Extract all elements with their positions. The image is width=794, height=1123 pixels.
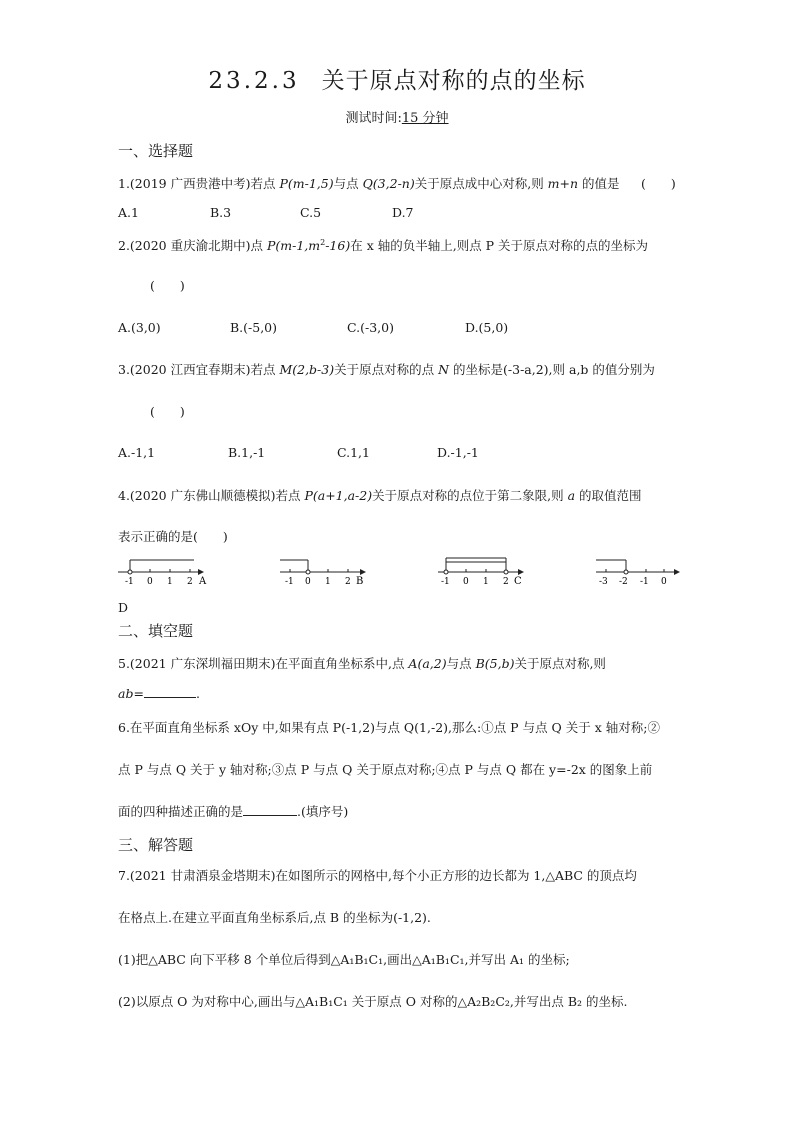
tick-label: -1 bbox=[441, 577, 450, 587]
q3-text-e: 的坐标是(-3-a,2),则 a,b 的值分别为 bbox=[449, 362, 655, 377]
q1-text-g: 的值是 bbox=[578, 176, 620, 191]
q1-option-d: D.7 bbox=[392, 205, 414, 220]
title-number: 23.2.3 bbox=[208, 68, 300, 94]
number-line-d bbox=[596, 560, 680, 587]
q3-answer-paren: ( ) bbox=[150, 404, 185, 419]
test-time bbox=[0, 107, 794, 126]
title-text: 关于原点对称的点的坐标 bbox=[321, 68, 586, 94]
q4-number-lines bbox=[110, 552, 690, 594]
question-2 bbox=[118, 236, 648, 254]
tick-label: 1 bbox=[167, 577, 173, 587]
q3-text-c: 关于原点对称的点 bbox=[334, 362, 439, 377]
number-line-a bbox=[118, 560, 207, 587]
q6-line-3 bbox=[118, 802, 348, 820]
q5-text-a: 5.(2021 广东深圳福田期末)在平面直角坐标系中,点 bbox=[118, 656, 409, 671]
tick-label: 2 bbox=[503, 577, 509, 587]
tick-label: -3 bbox=[599, 577, 608, 587]
tick-label: -1 bbox=[125, 577, 134, 587]
tick-label: 0 bbox=[305, 577, 311, 587]
question-1 bbox=[118, 174, 620, 192]
q2-option-c: C.(-3,0) bbox=[347, 320, 394, 335]
q1-option-c: C.5 bbox=[300, 205, 322, 220]
q6-answer-blank[interactable] bbox=[243, 804, 297, 816]
page-title bbox=[0, 62, 794, 95]
test-time-value: 15 分钟 bbox=[401, 111, 449, 126]
q2-answer-paren: ( ) bbox=[150, 278, 185, 293]
q1-expr: m+n bbox=[547, 176, 579, 191]
question-4 bbox=[118, 486, 642, 504]
tick-label: 0 bbox=[147, 577, 153, 587]
q2-point-p-end: -16) bbox=[325, 238, 351, 253]
q6-line-1: 6.在平面直角坐标系 xOy 中,如果有点 P(-1,2)与点 Q(1,-2),那么:①点 P 与点 Q 关于 x 轴对称;② bbox=[118, 720, 660, 735]
q4-text-a: 4.(2020 广东佛山顺德模拟)若点 bbox=[118, 488, 305, 503]
q2-text-a: 2.(2020 重庆渝北期中)点 bbox=[118, 238, 267, 253]
q5-point-a: A(a,2) bbox=[408, 656, 447, 671]
q1-option-b: B.3 bbox=[210, 205, 232, 220]
q6-text-b: .(填序号) bbox=[297, 804, 349, 819]
q3-option-a: A.-1,1 bbox=[118, 445, 156, 460]
q4-var-a: a bbox=[567, 488, 576, 503]
tick-label: -1 bbox=[640, 577, 649, 587]
q7-line-2: 在格点上.在建立平面直角坐标系后,点 B 的坐标为(-1,2). bbox=[118, 910, 431, 925]
q6-text-a: 面的四种描述正确的是 bbox=[118, 804, 244, 819]
q7-part-2: (2)以原点 O 为对称中心,画出与△A₁B₁C₁ 关于原点 O 对称的△A₂B₂C₂,并写出点 B₂ 的坐标. bbox=[118, 994, 628, 1009]
q3-text-a: 3.(2020 江西宜春期末)若点 bbox=[118, 362, 280, 377]
tick-label: 0 bbox=[463, 577, 469, 587]
section-heading-fill: 二、填空题 bbox=[118, 622, 194, 640]
q4-text-e: 的取值范围 bbox=[575, 488, 642, 503]
q5-text-e: 关于原点对称,则 bbox=[514, 656, 606, 671]
number-line-b bbox=[280, 560, 366, 587]
tick-label: 2 bbox=[345, 577, 351, 587]
q2-text-d: 在 x 轴的负半轴上,则点 P 关于原点对称的点的坐标为 bbox=[350, 238, 649, 253]
number-line-c bbox=[438, 558, 524, 587]
option-letter: B bbox=[356, 576, 364, 587]
q4-option-d-letter: D bbox=[118, 600, 129, 615]
q2-option-a: A.(3,0) bbox=[118, 320, 161, 335]
tick-label: -2 bbox=[619, 577, 628, 587]
q5-point-b: B(5,b) bbox=[475, 656, 515, 671]
q2-option-d: D.(5,0) bbox=[465, 320, 509, 335]
q3-point-n: N bbox=[438, 362, 450, 377]
q1-text-a: 1.(2019 广西贵港中考)若点 bbox=[118, 176, 280, 191]
tick-label: 1 bbox=[483, 577, 489, 587]
q5-equals: = bbox=[133, 686, 144, 701]
q7-line-1: 7.(2021 甘肃酒泉金塔期末)在如图所示的网格中,每个小正方形的边长都为 1,△ABC 的顶点均 bbox=[118, 868, 637, 883]
q5-expr: ab bbox=[118, 686, 134, 701]
q1-text-e: 关于原点成中心对称,则 bbox=[414, 176, 548, 191]
section-heading-solve: 三、解答题 bbox=[118, 836, 194, 854]
q5-period: . bbox=[195, 686, 200, 701]
q5-text-c: 与点 bbox=[446, 656, 476, 671]
q4-text-c: 关于原点对称的点位于第二象限,则 bbox=[372, 488, 568, 503]
q5-answer-blank[interactable] bbox=[144, 686, 196, 698]
q1-text-c: 与点 bbox=[333, 176, 363, 191]
q3-option-b: B.1,-1 bbox=[228, 445, 266, 460]
q3-option-c: C.1,1 bbox=[337, 445, 370, 460]
question-5 bbox=[118, 654, 606, 672]
option-letter: C bbox=[514, 576, 522, 587]
q2-option-b: B.(-5,0) bbox=[230, 320, 278, 335]
q4-point-p: P(a+1,a-2) bbox=[304, 488, 373, 503]
test-time-label: 测试时间: bbox=[345, 111, 402, 126]
section-heading-choice: 一、选择题 bbox=[118, 142, 194, 160]
q5-line-2 bbox=[118, 686, 200, 701]
tick-label: -1 bbox=[285, 577, 294, 587]
q7-part-1: (1)把△ABC 向下平移 8 个单位后得到△A₁B₁C₁,画出△A₁B₁C₁,并写出 A₁ 的坐标; bbox=[118, 952, 570, 967]
q3-point-m: M(2,b-3) bbox=[279, 362, 335, 377]
q2-point-p: P(m-1,m bbox=[266, 238, 321, 253]
q1-option-a: A.1 bbox=[118, 205, 139, 220]
q1-point-q: Q(3,2-n) bbox=[362, 176, 415, 191]
q4-line-2: 表示正确的是( ) bbox=[118, 529, 228, 544]
q1-answer-paren: ( ) bbox=[641, 176, 676, 191]
q6-line-2: 点 P 与点 Q 关于 y 轴对称;③点 P 与点 Q 关于原点对称;④点 P 与点 Q 都在 y=-2x 的图象上前 bbox=[118, 762, 653, 777]
q2-exponent: 2 bbox=[320, 237, 326, 247]
tick-label: 2 bbox=[187, 577, 193, 587]
question-3 bbox=[118, 360, 655, 378]
tick-label: 0 bbox=[661, 577, 667, 587]
q3-option-d: D.-1,-1 bbox=[437, 445, 479, 460]
tick-label: 1 bbox=[325, 577, 331, 587]
q1-point-p: P(m-1,5) bbox=[279, 176, 334, 191]
option-letter: A bbox=[199, 576, 207, 587]
